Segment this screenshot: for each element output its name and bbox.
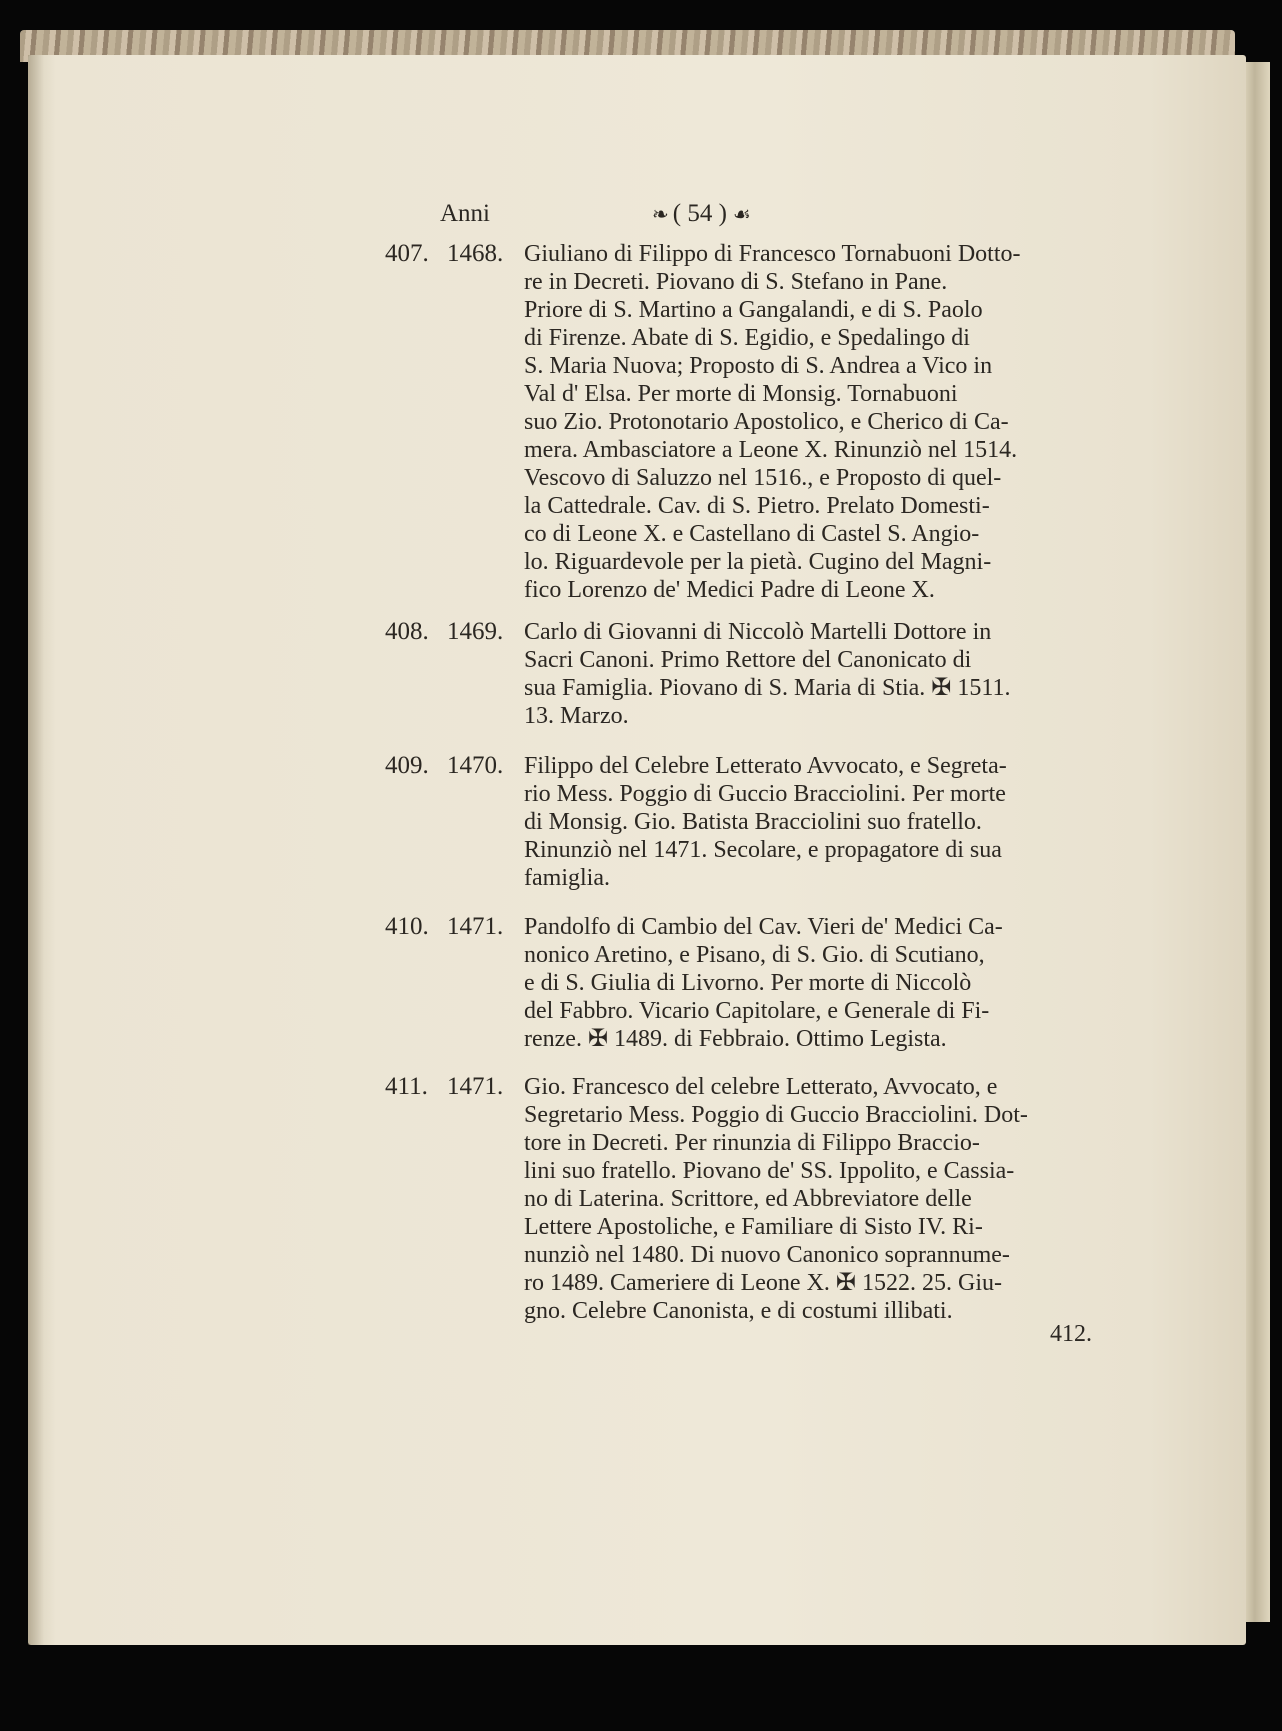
entry-line: Priore di S. Martino a Gangalandi, e di S. Paolo (524, 297, 983, 323)
entry-line: Sacri Canoni. Primo Rettore del Canonicato di (524, 647, 972, 673)
entry-line: Filippo del Celebre Letterato Avvocato, e Segreta- (524, 753, 1007, 779)
entry-line: co di Leone X. e Castellano di Castel S. Angio- (524, 521, 980, 547)
entry-line: la Cattedrale. Cav. di S. Pietro. Prelato Domesti- (524, 493, 990, 519)
entry-line: mera. Ambasciatore a Leone X. Rinunziò nel 1514. (524, 437, 1018, 463)
entry-year: 1468. (447, 240, 504, 267)
entry-number: 408. (385, 618, 429, 645)
entry-line: lo. Riguardevole per la pietà. Cugino del Magni- (524, 549, 992, 575)
entry-text (524, 1073, 1122, 1325)
entry-year: 1471. (447, 1073, 504, 1100)
entry-number: 407. (385, 240, 429, 267)
page-number-text: ( 54 ) (672, 200, 727, 227)
entry-number: 410. (385, 913, 429, 940)
entry-line: Vescovo di Saluzzo nel 1516., e Proposto di quel- (524, 465, 1002, 491)
entry-line: sua Famiglia. Piovano di S. Maria di Stia. ✠ 1511. (524, 675, 1011, 701)
entry-line: Segretario Mess. Poggio di Guccio Bracciolini. Dot- (524, 1102, 1028, 1128)
entry-line: tore in Decreti. Per rinunzia di Filippo Bracciо- (524, 1130, 980, 1156)
entry-line: nunziò nel 1480. Di nuovo Canonico soprannume- (524, 1242, 1010, 1268)
entry-year: 1470. (447, 752, 504, 779)
entry-line: no di Laterina. Scrittore, ed Abbreviatore delle (524, 1186, 972, 1212)
entry-line: ro 1489. Cameriere di Leone X. ✠ 1522. 25. Giu- (524, 1270, 1002, 1296)
entry-year: 1471. (447, 913, 504, 940)
entry-line: lini suo fratello. Piovano de' SS. Ippolito, e Cassia- (524, 1158, 1015, 1184)
running-head (440, 200, 1120, 240)
entry-line: fico Lorenzo de' Medici Padre di Leone X. (524, 577, 935, 603)
anni-label: Anni (440, 200, 490, 227)
entry-line: del Fabbro. Vicario Capitolare, e Generale di Fi- (524, 998, 990, 1024)
entry-line: Giuliano di Filippo di Francesco Tornabuoni Dotto- (524, 241, 1021, 267)
catchword: 412. (1050, 1321, 1092, 1347)
entry-line: Val d' Elsa. Per morte di Monsig. Tornabuoni (524, 381, 958, 407)
entry-line: renze. ✠ 1489. di Febbraio. Ottimo Legista. (524, 1026, 947, 1052)
entry-line: Lettere Apostoliche, e Familiare di Sisto IV. Ri- (524, 1214, 983, 1240)
entry-line: Pandolfo di Cambio del Cav. Vieri de' Medici Ca- (524, 914, 1003, 940)
entry-line: re in Decreti. Piovano di S. Stefano in Pane. (524, 269, 948, 295)
page-number (652, 200, 749, 228)
entry-text (524, 618, 1122, 730)
entry-line: e di S. Giulia di Livorno. Per morte di Niccolò (524, 970, 972, 996)
entry-text (524, 913, 1122, 1053)
entry-line: Rinunziò nel 1471. Secolare, e propagatore di sua (524, 837, 1002, 863)
entry-line: rio Mess. Poggio di Guccio Bracciolini. Per morte (524, 781, 1006, 807)
entry-year: 1469. (447, 618, 504, 645)
entry-line: nonico Aretino, e Pisano, di S. Gio. di Scutiano, (524, 942, 985, 968)
entry-line: Carlo di Giovanni di Niccolò Martelli Dottore in (524, 619, 992, 645)
entry-line: gno. Celebre Canonista, e di costumi illibati. (524, 1298, 953, 1324)
entry-line: di Firenze. Abate di S. Egidio, e Spedalingo di (524, 325, 970, 351)
ornament-left-icon: ❧ (652, 203, 667, 226)
ornament-right-icon: ☙ (732, 203, 749, 226)
entry-line: di Monsig. Gio. Batista Bracciolini suo fratello. (524, 809, 982, 835)
entry-number: 409. (385, 752, 429, 779)
entry-line: S. Maria Nuova; Proposto di S. Andrea a Vico in (524, 353, 993, 379)
entry-line: Gio. Francesco del celebre Letterato, Avvocato, e (524, 1074, 998, 1100)
entry-line: famiglia. (524, 865, 610, 891)
entry-text (524, 240, 1122, 604)
entry-number: 411. (385, 1073, 428, 1100)
entry-text (524, 752, 1122, 892)
entry-line: 13. Marzo. (524, 703, 629, 729)
entry-line: suo Zio. Protonotario Apostolico, e Cherico di Ca- (524, 409, 1009, 435)
